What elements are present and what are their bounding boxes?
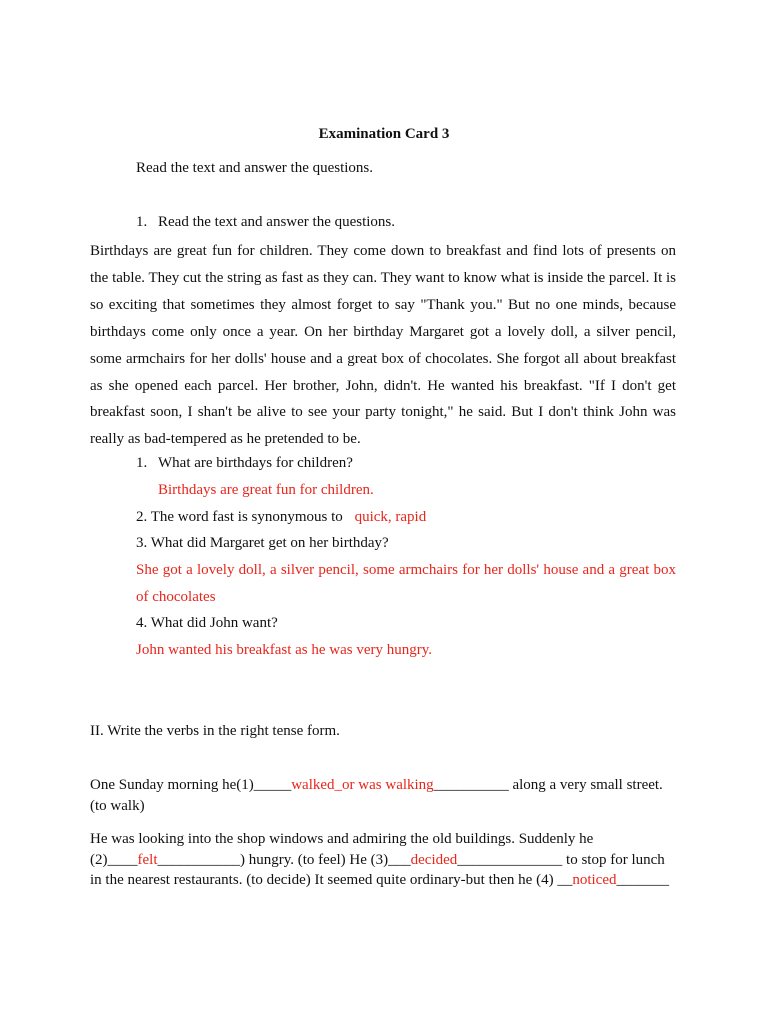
reading-passage: Birthdays are great fun for children. They come down to breakfast and find lots of presents on the table. They cut the string as fast as they can. They want to know what is inside the parcel. It is so exciting that sometimes they almost forget to say "Thank you." But no one minds, because birthdays come only once a year. On her birthday Margaret got a lovely doll, a silver pencil, some armchairs for her dolls' house and a great box of chocolates. She forgot all about breakfast as she opened each parcel. Her brother, John, didn't. He wanted his breakfast. "If I don't get breakfast soon, I shan't be alive to see your party tonight," he said. But I don't think John was really as bad-tempered as he pretended to be. xyxy=(90,243,676,448)
section1-heading: Read the text and answer the questions. xyxy=(158,214,396,230)
p2-answer-4: noticed xyxy=(572,872,617,888)
p2-text-2: ___________) hungry. (to feel) He (3)___ xyxy=(157,851,411,868)
section1-number: 1. xyxy=(136,214,148,230)
instruction: Read the text and answer the questions. xyxy=(136,160,374,176)
answer-4: John wanted his breakfast as he was very hungry. xyxy=(136,642,433,658)
answer-2: quick, rapid xyxy=(354,509,427,525)
question-4: 4. What did John want? xyxy=(136,615,278,631)
p1-before: One Sunday morning he(1)_____ xyxy=(90,777,292,793)
verb-paragraph-2 xyxy=(90,829,676,891)
question-2 xyxy=(136,509,426,526)
p1-after: __________ along a very small street. (to walk) xyxy=(90,777,663,814)
question-1-number: 1. xyxy=(136,455,148,471)
section2-heading: II. Write the verbs in the right tense form. xyxy=(90,723,340,739)
p2-text-3: ______________ to stop for lunch in the nearest restaurants. (to decide) It seemed quite ordinary-but then he (4) __ xyxy=(90,851,665,888)
answer-3: She got a lovely doll, a silver pencil, some armchairs for her dolls' house and a great box of chocolates xyxy=(136,562,676,605)
question-1: What are birthdays for children? xyxy=(158,455,353,471)
p2-answer-3: decided xyxy=(410,851,458,868)
p1-answer-1: walked_or was walking xyxy=(291,777,434,793)
p2-text-1: He was looking into the shop windows and admiring the old buildings. Suddenly he (2)____ xyxy=(90,831,594,868)
answer-1: Birthdays are great fun for children. xyxy=(158,482,374,498)
p2-text-4: _______ xyxy=(616,872,669,888)
page-title: Examination Card 3 xyxy=(318,126,450,142)
question-3: 3. What did Margaret get on her birthday? xyxy=(136,535,389,551)
question-2-text: 2. The word fast is synonymous to xyxy=(136,509,343,525)
p2-answer-2: felt xyxy=(137,851,158,868)
verb-paragraph-1 xyxy=(90,775,676,816)
